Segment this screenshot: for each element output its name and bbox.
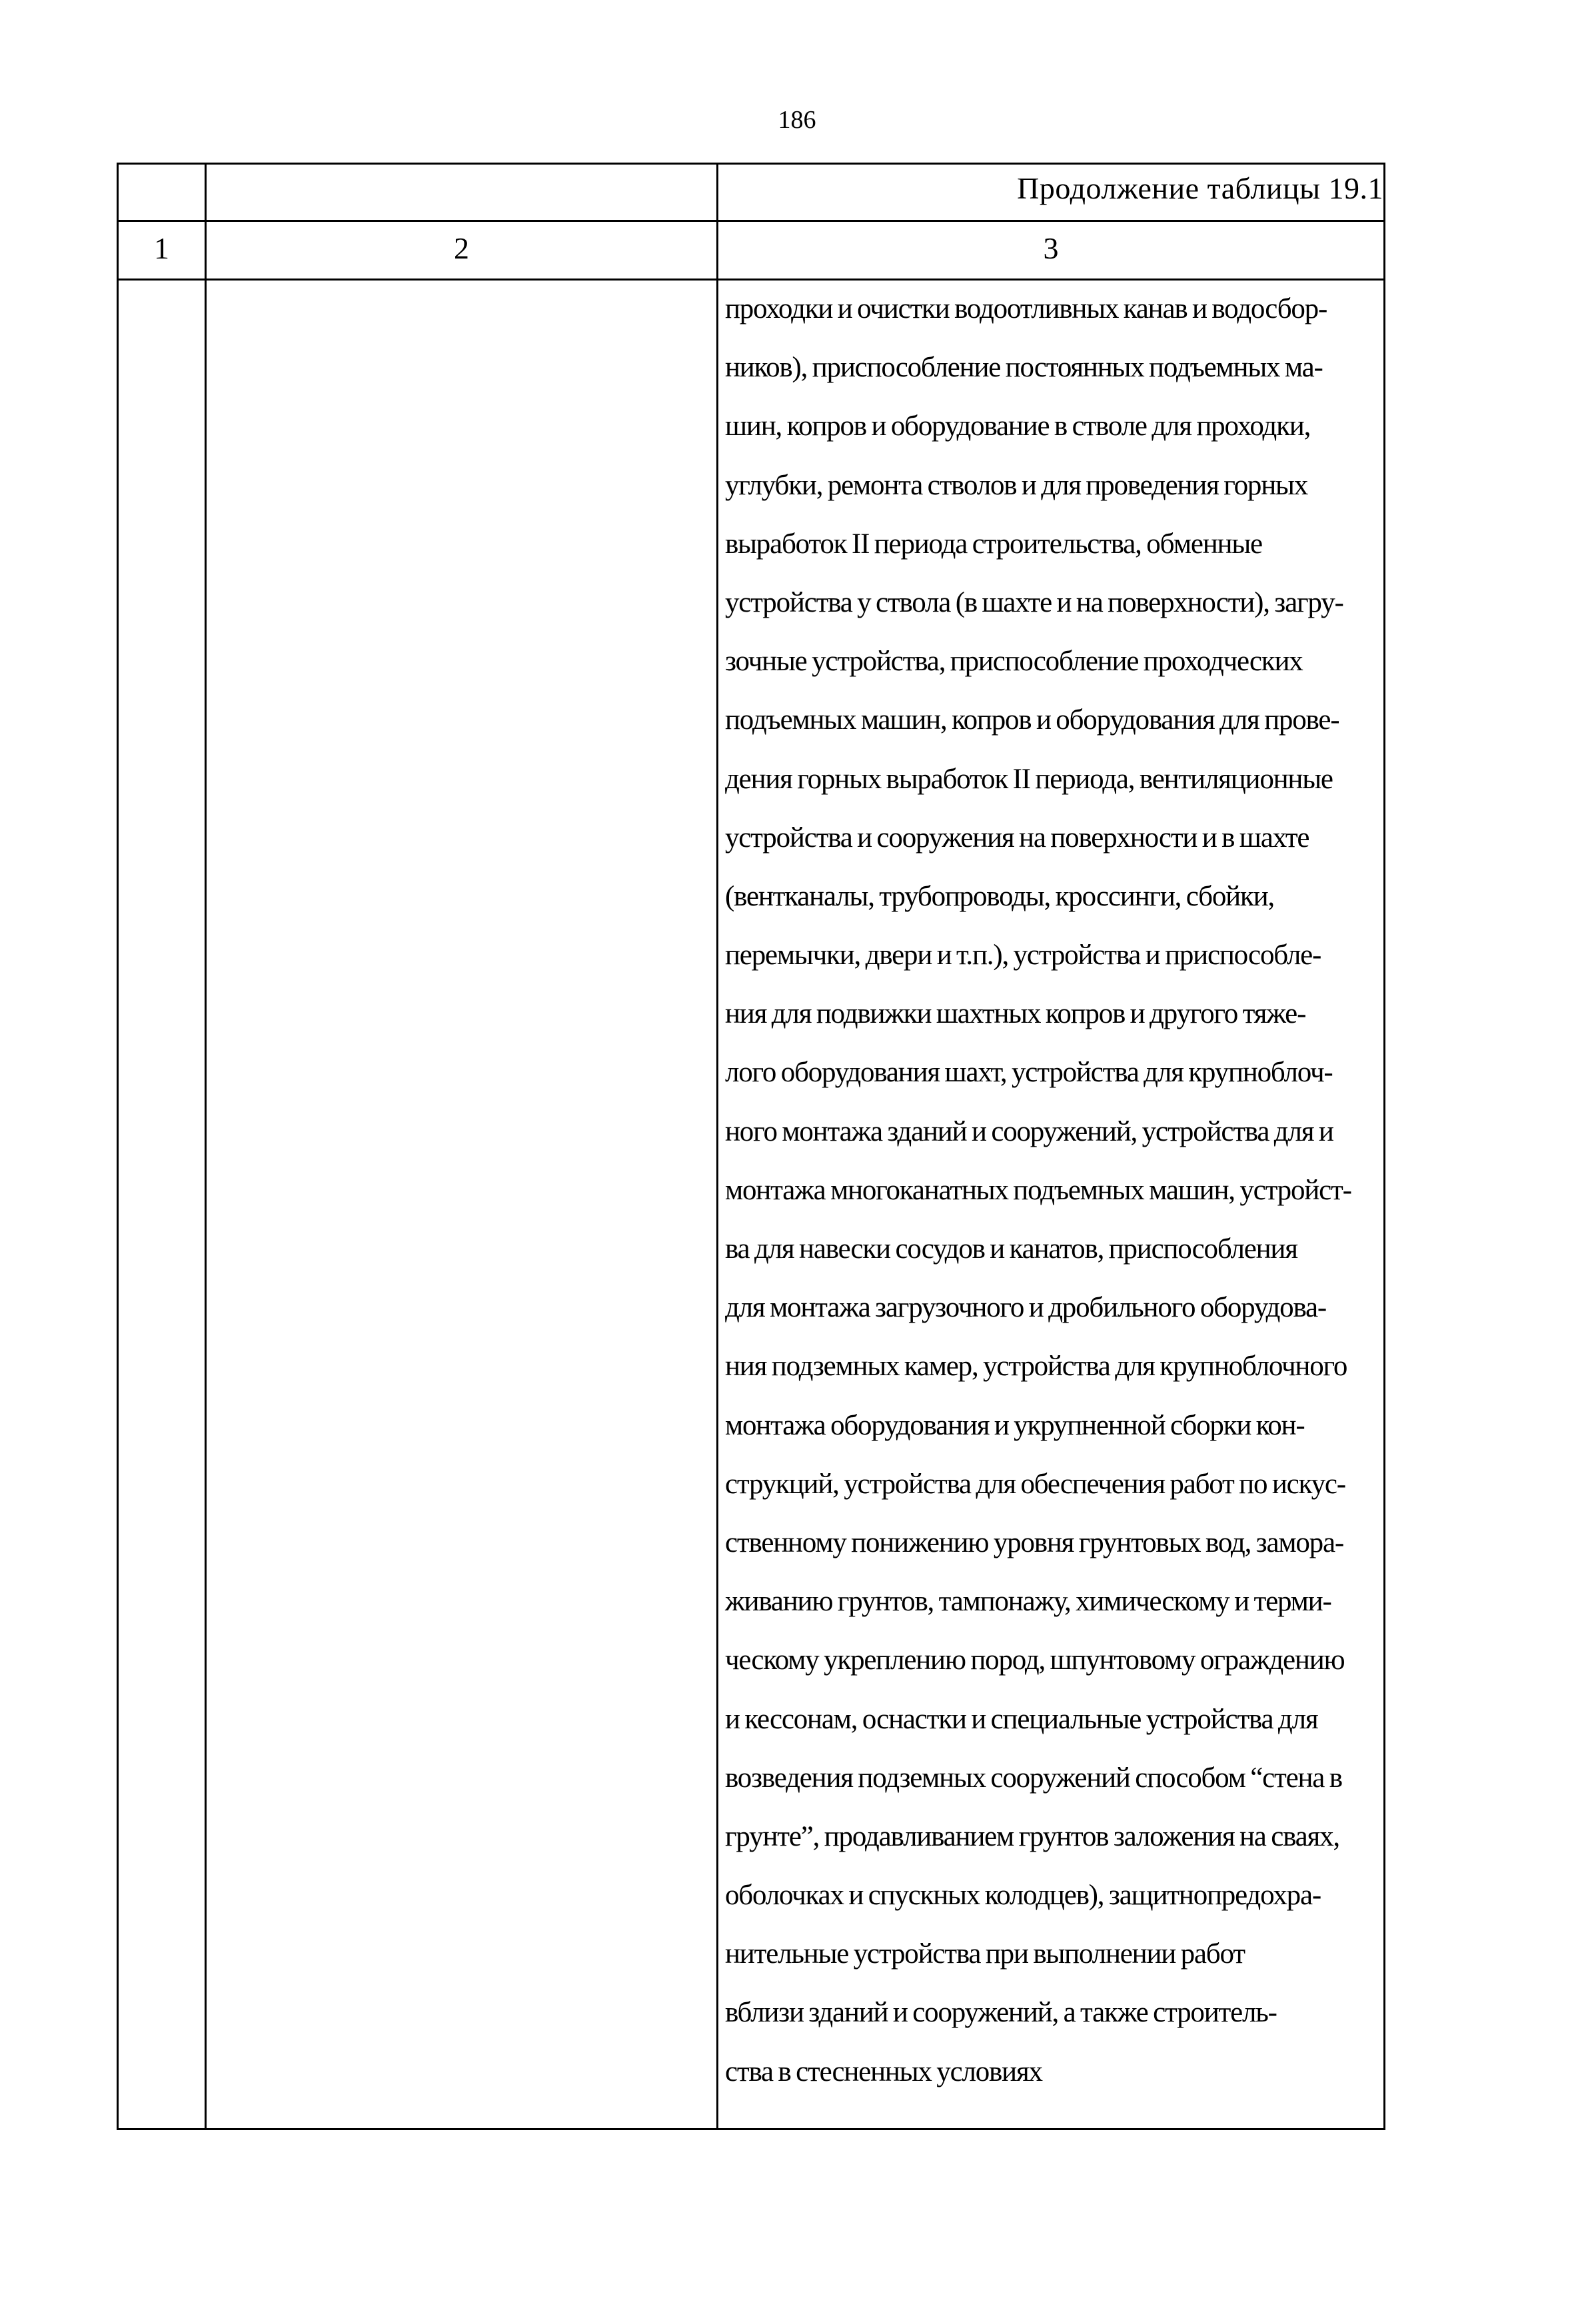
text-line: возведения подземных сооружений способом “стена в xyxy=(725,1762,1342,1794)
column-number-2: 2 xyxy=(454,231,469,265)
text-line: монтажа оборудования и укрупненной сборки кон- xyxy=(725,1409,1305,1441)
text-line: ва для навески сосудов и канатов, приспособления xyxy=(725,1233,1297,1265)
text-line: грунте”, продавливанием грунтов заложения на сваях, xyxy=(725,1820,1339,1852)
text-line: выработок II периода строительства, обменные xyxy=(725,528,1262,560)
page-number: 186 xyxy=(778,106,816,134)
text-line: (вентканалы, трубопроводы, кроссинги, сбойки, xyxy=(725,880,1274,912)
text-line: и кессонам, оснастки и специальные устройства для xyxy=(725,1703,1318,1735)
column-divider-2 xyxy=(716,163,718,2130)
text-line: нительные устройства при выполнении работ xyxy=(725,1938,1245,1970)
text-line: шин, копров и оборудование в стволе для проходки, xyxy=(725,410,1311,442)
table-caption: Продолжение таблицы 19.1 xyxy=(1017,171,1383,205)
text-line: ников), приспособление постоянных подъемных ма- xyxy=(725,352,1323,384)
text-line: струкций, устройства для обеспечения работ по искус- xyxy=(725,1468,1345,1500)
text-line: ства в стесненных условиях xyxy=(725,2055,1042,2087)
text-line: монтажа многоканатных подъемных машин, устройст- xyxy=(725,1174,1351,1206)
column-number-3: 3 xyxy=(1043,231,1059,265)
text-line: лого оборудования шахт, устройства для крупноблоч- xyxy=(725,1057,1333,1089)
table-left-border xyxy=(117,163,119,2130)
text-line: дения горных выработок II периода, вентиляционные xyxy=(725,763,1333,795)
column3-text xyxy=(725,280,1378,2101)
text-line: вблизи зданий и сооружений, а также строитель- xyxy=(725,1997,1277,2029)
text-line: проходки и очистки водоотливных канав и водосбор- xyxy=(725,293,1327,324)
text-line: живанию грунтов, тампонажу, химическому и терми- xyxy=(725,1586,1331,1618)
text-line: подъемных машин, копров и оборудования для прове- xyxy=(725,704,1339,736)
text-line: ственному понижению уровня грунтовых вод, замора- xyxy=(725,1526,1343,1558)
table-top-border xyxy=(117,163,1385,165)
text-line: ния для подвижки шахтных копров и другого тяже- xyxy=(725,998,1306,1030)
header-divider xyxy=(117,220,1385,222)
table-right-border xyxy=(1383,163,1385,2130)
text-line: углубки, ремонта стволов и для проведения горных xyxy=(725,469,1308,501)
text-line: ного монтажа зданий и сооружений, устройства для и xyxy=(725,1115,1333,1147)
column-divider-1 xyxy=(205,163,207,2130)
text-line: перемычки, двери и т.п.), устройства и приспособле- xyxy=(725,939,1321,971)
text-line: устройства у ствола (в шахте и на поверхности), загру- xyxy=(725,586,1343,618)
text-line: оболочках и спускных колодцев), защитнопредохра- xyxy=(725,1880,1321,1912)
column-number-1: 1 xyxy=(154,231,169,265)
table-bottom-border xyxy=(117,2128,1385,2130)
text-line: ческому укреплению пород, шпунтовому ограждению xyxy=(725,1644,1345,1676)
text-line: зочные устройства, приспособление проходческих xyxy=(725,646,1303,678)
text-line: устройства и сооружения на поверхности и в шахте xyxy=(725,822,1309,854)
text-line: для монтажа загрузочного и дробильного оборудова- xyxy=(725,1292,1326,1324)
text-line: ния подземных камер, устройства для крупноблочного xyxy=(725,1351,1347,1383)
